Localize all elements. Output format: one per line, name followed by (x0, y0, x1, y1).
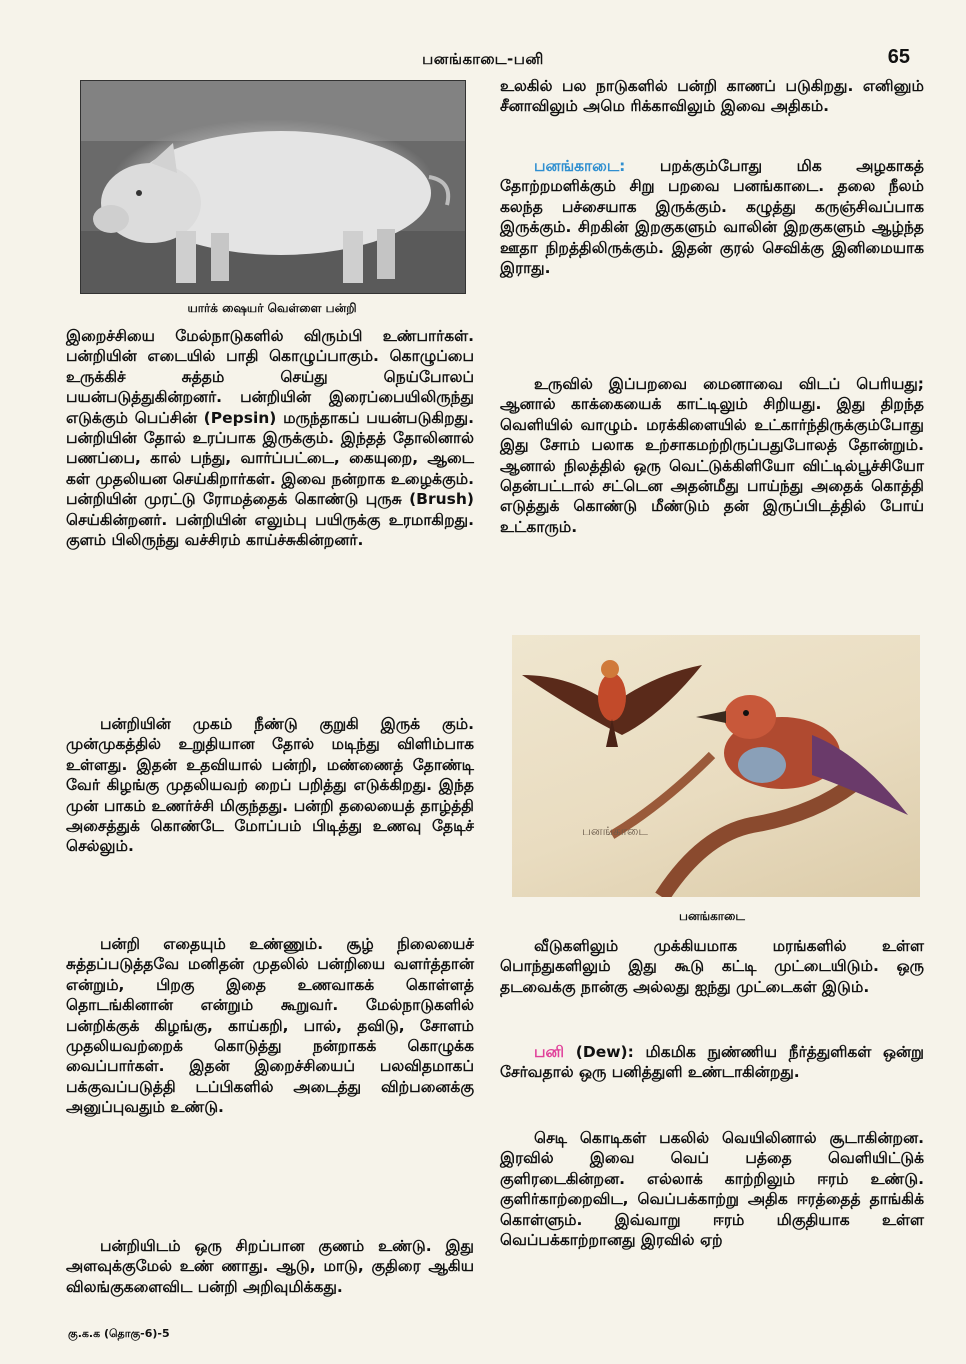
pig-photo (80, 80, 466, 294)
entry-pani (500, 1042, 924, 1083)
right-intro-paragraph: உலகில் பல நாடுகளில் பன்றி காணப் படுகிறது. எனினும் சீனாவிலும் அமெ ரிக்காவிலும் இவை அதிகம். (500, 77, 924, 116)
pig-illustration (81, 81, 465, 293)
left-paragraph-1: இறைச்சியை மேல்நாடுகளில் விரும்பி உண்பார்கள். பன்றியின் எடையில் பாதி கொழுப்பாகும். கொழுப்பை உருக்கிச் சுத்தம் செய்து நெய்போலப் பயன்படுத்துகின்றனர். பன்றியின் இரைப்பையிலிருந்து எடுக்கும் பெப்சின் (Pepsin) மருந்தாகப் பயன்படுகிறது. பன்றியின் தோல் உரப்பாக இருக்கும். இந்தத் தோலினால் பணப்பை, கால் பந்து, வார்ப்பட்டை, கையுறை, ஆடை கள் முதலியன செய்கிறார்கள். இவை நன்றாக உழைக்கும். பன்றியின் முரட்டு ரோமத்தைக் கொண்டு புருசு (Brush) செய்கின்றனர். பன்றியின் எலும்பு பயிருக்கு உரமாகிறது. குளம் பிலிருந்து வச்சிரம் காய்ச்சுகின்றனர். (66, 327, 474, 550)
entry-panangadai (500, 156, 924, 278)
entry-text-pani: (Dew): மிகமிக நுண்ணிய நீர்த்துளிகள் ஒன்று சேர்வதால் ஒரு பனித்துளி உண்டாகின்றது. (500, 1043, 924, 1082)
right-paragraph-3: வீடுகளிலும் முக்கியமாக மரங்களில் உள்ள பொந்துகளிலும் இது கூடு கட்டி முட்டையிடும். ஒரு தடவைக்கு நான்கு அல்லது ஐந்து முட்டைகள் இடும். (500, 937, 924, 996)
left-paragraph-4: பன்றியிடம் ஒரு சிறப்பான குணம் உண்டு. இது அளவுக்குமேல் உண் ணாது. ஆடு, மாடு, குதிரை ஆகிய விலங்குகளைவிட பன்றி அறிவுமிக்கது. (66, 1237, 474, 1296)
entry-term-panangadai: பனங்காடை: (534, 157, 626, 175)
running-head: பனங்காடை-பனி (422, 50, 544, 68)
bird-photo (512, 635, 920, 897)
entry-text-panangadai: பறக்கும்போது மிக அழகாகத் தோற்றமளிக்கும் சிறு பறவை பனங்காடை. தலை நீலம் கலந்த பச்சையாக இருக்கும். கழுத்து கருஞ்சிவப்பாக இருக்கும். சிறகின் இறகுகளும் வாலின் இறகுகளும் ஆழ்ந்த ஊதா நிறத்திலிருக்கும். இதன் குரல் செவிக்கு இனிமையாக இராது. (500, 157, 924, 278)
page-number: 65 (887, 46, 910, 68)
page-footer-signature: கு.க.க (தொகு-6)-5 (68, 1327, 170, 1340)
left-paragraph-3: பன்றி எதையும் உண்ணும். சூழ் நிலையைச் சுத்தப்படுத்தவே மனிதன் முதலில் பன்றியை வளர்த்தான் என்றும், பிறகு இதை உணவாகக் கொள்ளத் தொடங்கினான் என்றும் கூறுவர். மேல்நாடுகளில் பன்றிக்குக் கிழங்கு, காய்கறி, பால், தவிடு, சோளம் முதலியவற்றைக் கொடுத்து நன்றாகக் கொழுக்க வைப்பார்கள். இதன் இறைச்சியைப் பலவிதமாகப் பக்குவப்படுத்தி டப்பிகளில் அடைத்து விற்பனைக்கு அனுப்புவதும் உண்டு. (66, 935, 474, 1117)
pig-figure-caption: யார்க் ஷையர் வெள்ளை பன்றி (187, 301, 357, 315)
right-paragraph-2: உருவில் இப்பறவை மைனாவை விடப் பெரியது; ஆனால் காக்கையைக் காட்டிலும் சிறியது. இது திறந்த வெளியில் வாழும். மரக்கிளையில் உட்கார்ந்திருக்கும்போது இது சோம் பலாக உற்சாகமற்றிருப்பதுபோலத் தோன்றும். ஆனால் நிலத்தில் ஒரு வெட்டுக்கிளியோ விட்டில்பூச்சியோ தென்பட்டால் சட்டென அதன்மீது பாய்ந்து அதைக் கொத்தி எடுத்துக் கொண்டு மீண்டும் தன் இருப்பிடத்தில் போய் உட்காரும். (500, 375, 924, 536)
bird-photo-label: பனங்காடை (582, 824, 648, 838)
entry-term-pani: பனி (534, 1043, 565, 1061)
bird-illustration (512, 635, 920, 897)
left-paragraph-2: பன்றியின் முகம் நீண்டு குறுகி இருக் கும். முன்முகத்தில் உறுதியான தோல் மடிந்து விளிம்பாக உள்ளது. இதன் உதவியால் பன்றி, மண்ணைத் தோண்டி வேர் கிழங்கு முதலியவற் றைப் பறித்து எடுக்கிறது. இந்த முன் பாகம் உணர்ச்சி மிகுந்தது. பன்றி தலையைத் தாழ்த்தி அசைத்துக் கொண்டே மோப்பம் பிடித்து உணவு தேடிச் செல்லும். (66, 715, 474, 856)
right-paragraph-5: செடி கொடிகள் பகலில் வெயிலினால் சூடாகின்றன. இரவில் இவை வெப் பத்தை வெளியிட்டுக் குளிரடைகின்றன. எல்லாக் காற்றிலும் ஈரம் உண்டு. குளிர்காற்றைவிட, வெப்பக்காற்று அதிக ஈரத்தைத் தாங்கிக் கொள்ளும். இவ்வாறு ஈரம் மிகுதியாக உள்ள வெப்பக்காற்றானது இரவில் ஏற் (500, 1129, 924, 1250)
bird-figure-caption: பனங்காடை (679, 909, 745, 923)
